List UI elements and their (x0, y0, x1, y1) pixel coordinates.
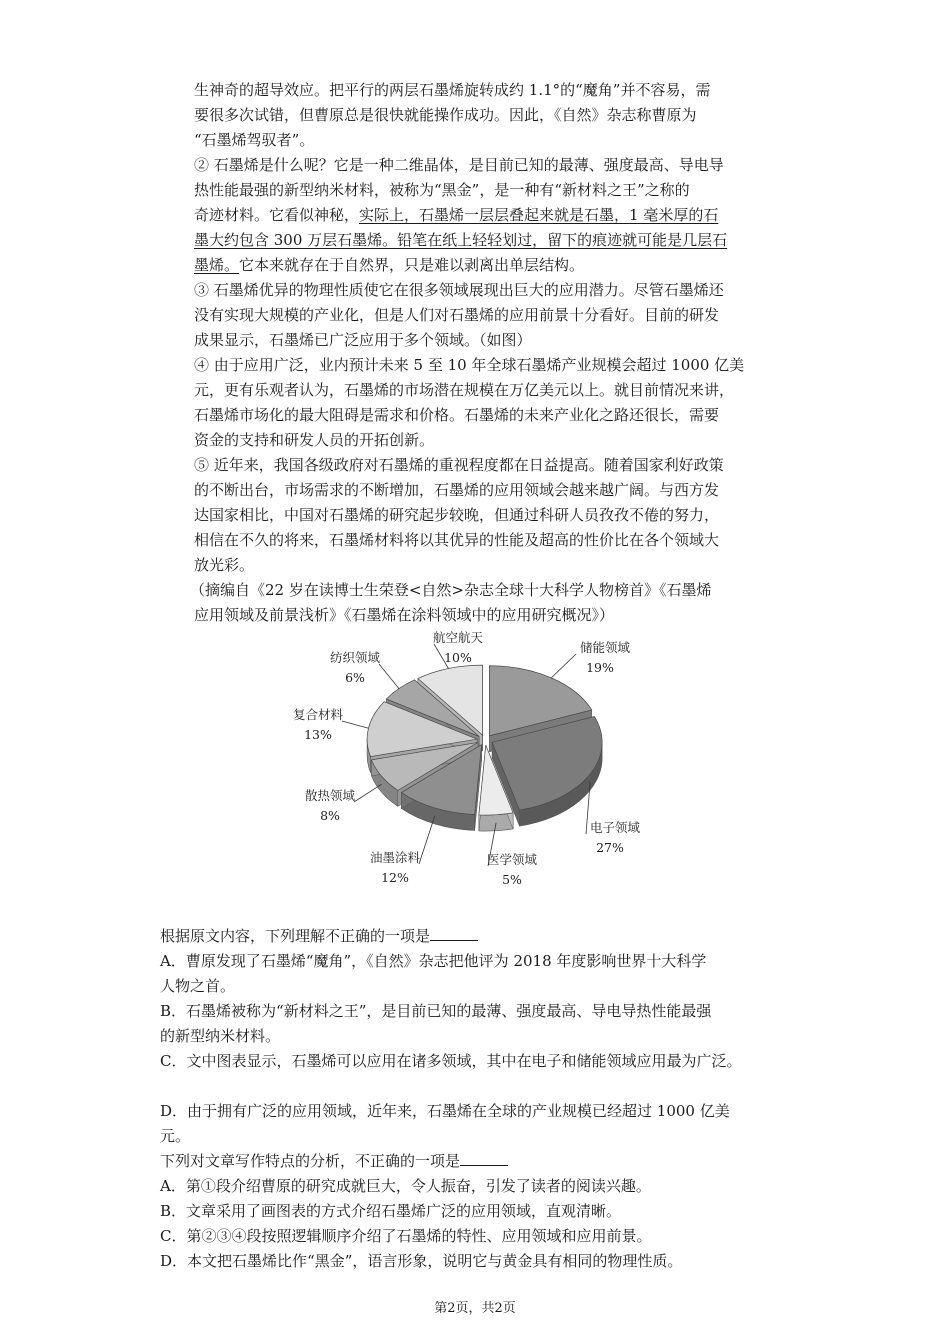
passage-text: 奇迹材料。它看似神秘， (194, 206, 360, 224)
pie-label-value: 6% (345, 670, 365, 685)
question-text: 下列对文章写作特点的分析，不正确的一项是 (160, 1152, 461, 1170)
pie-label-category: 油墨涂料 (369, 850, 421, 865)
option-d[interactable]: D．本文把石墨烯比作“黑金”，语言形象，说明它与黄金具有相同的物理性质。 (160, 1252, 683, 1270)
passage-line: 相信在不久的将来，石墨烯材料将以其优异的性能及超高的性价比在各个领域大 (194, 531, 720, 549)
page-footer: 第2页，共2页 (434, 1301, 516, 1316)
leader-line (419, 816, 435, 864)
pie-label-value: 27% (596, 840, 624, 855)
passage-text: 它本来就存在于自然界，只是难以剥离出单层结构。 (239, 256, 585, 274)
underlined-text: 墨烯。 (194, 256, 240, 274)
question-1-stem (160, 925, 478, 947)
option-b-continued: 的新型纳米材料。 (160, 1027, 281, 1045)
leader-line (354, 784, 382, 802)
source-citation: 应用领域及前景浅析》《石墨烯在涂料领域中的应用研究概况》） (194, 606, 615, 624)
option-b[interactable]: B．文章采用了画图表的方式介绍石墨烯广泛的应用领域，直观清晰。 (160, 1202, 622, 1220)
pie-slices (367, 665, 602, 831)
option-c[interactable]: C．文中图表显示，石墨烯可以应用在诸多领域，其中在电子和储能领域应用最为广泛。 (160, 1052, 742, 1070)
question-text: 根据原文内容，下列理解不正确的一项是 (160, 927, 431, 945)
pie-label-category: 纺织领域 (329, 650, 381, 665)
pie-label-value: 12% (381, 870, 409, 885)
pie-label-value: 5% (502, 872, 522, 887)
passage-line: 没有实现大规模的产业化，但是人们对石墨烯的应用前景十分看好。目前的研发 (194, 306, 720, 324)
leader-line (379, 664, 399, 689)
option-c[interactable]: C．第②③④段按照逻辑顺序介绍了石墨烯的特性、应用领域和应用前景。 (160, 1227, 652, 1245)
passage-line: ⑤ 近年来，我国各级政府对石墨烯的重视程度都在日益提高。随着国家利好政策 (194, 456, 724, 474)
pie-label-value: 8% (320, 808, 340, 823)
passage-line: 放光彩。 (194, 556, 255, 574)
option-a[interactable]: A．曹原发现了石墨烯“魔角”，《自然》杂志把他评为 2018 年度影响世界十大科学 (160, 952, 707, 970)
pie-label-category: 航空航天 (432, 630, 484, 645)
underlined-text: 墨大约包含 300 万层石墨烯。铅笔在纸上轻轻划过，留下的痕迹就可能是几层石 (194, 231, 728, 249)
passage-line: ② 石墨烯是什么呢？它是一种二维晶体，是目前已知的最薄、强度最高、导电导 (194, 156, 724, 174)
option-d-continued: 元。 (160, 1127, 191, 1145)
pie-label-category: 复合材料 (292, 707, 344, 722)
option-d[interactable]: D．由于拥有广泛的应用领域，近年来，石墨烯在全球的产业规模已经超过 1000 亿美 (160, 1102, 730, 1120)
pie-label-category: 医学领域 (486, 852, 538, 867)
leader-line (551, 654, 576, 678)
pie-label-value: 19% (586, 660, 614, 675)
pie-label-category: 储能领域 (580, 640, 631, 655)
passage-line: 成果显示，石墨烯已广泛应用于多个领域。（如图） (194, 331, 532, 349)
passage-line: “石墨烯驾驭者”。 (194, 131, 315, 149)
passage-line: 要很多次试错，但曹原总是很快就能操作成功。因此，《自然》杂志称曹原为 (194, 106, 697, 124)
answer-blank[interactable] (460, 1151, 508, 1166)
passage-line (194, 204, 718, 226)
source-citation: （摘编自《22 岁在读博士生荣登<自然>杂志全球十大科学人物榜首》《石墨烯 (190, 581, 712, 599)
pie-label-category: 散热领域 (304, 788, 356, 803)
pie-label-value: 13% (304, 727, 332, 742)
passage-line: ③ 石墨烯优异的物理性质使它在很多领域展现出巨大的应用潜力。尽管石墨烯还 (194, 281, 724, 299)
passage-line: 达国家相比，中国对石墨烯的研究起步较晚，但通过科研人员孜孜不倦的努力， (194, 506, 720, 524)
passage-line: 的不断出台，市场需求的不断增加，石墨烯的应用领域会越来越广阔。与西方发 (194, 481, 720, 499)
pie-chart (290, 622, 670, 894)
passage-line (194, 254, 584, 276)
passage-line: 生神奇的超导效应。把平行的两层石墨烯旋转成约 1.1°的“魔角”并不容易，需 (194, 81, 711, 99)
option-a[interactable]: A．第①段介绍曹原的研究成就巨大，令人振奋，引发了读者的阅读兴趣。 (160, 1177, 651, 1195)
answer-blank[interactable] (430, 926, 478, 941)
pie-label-category: 电子领域 (590, 820, 641, 835)
passage-line: 元，更有乐观者认为，石墨烯的市场潜在规模在万亿美元以上。就目前情况来讲， (194, 381, 735, 399)
question-2-stem (160, 1150, 508, 1172)
option-b[interactable]: B．石墨烯被称为“新材料之王”，是目前已知的最薄、强度最高、导电导热性能最强 (160, 1002, 712, 1020)
passage-line: 石墨烯市场化的最大阻碍是需求和价格。石墨烯的未来产业化之路还很长，需要 (194, 406, 720, 424)
underlined-text: 实际上，石墨烯一层层叠起来就是石墨，1 毫米厚的石 (359, 206, 719, 224)
passage-line: 热性能最强的新型纳米材料，被称为“黑金”，是一种有“新材料之王”之称的 (194, 181, 690, 199)
leader-line (342, 721, 368, 728)
passage-line: 资金的支持和研发人员的开拓创新。 (194, 431, 435, 449)
pie-label-value: 10% (444, 650, 472, 665)
option-a-continued: 人物之首。 (160, 977, 236, 995)
passage-line: ④ 由于应用广泛，业内预计未来 5 至 10 年全球石墨烯产业规模会超过 1000 亿美 (194, 356, 745, 374)
